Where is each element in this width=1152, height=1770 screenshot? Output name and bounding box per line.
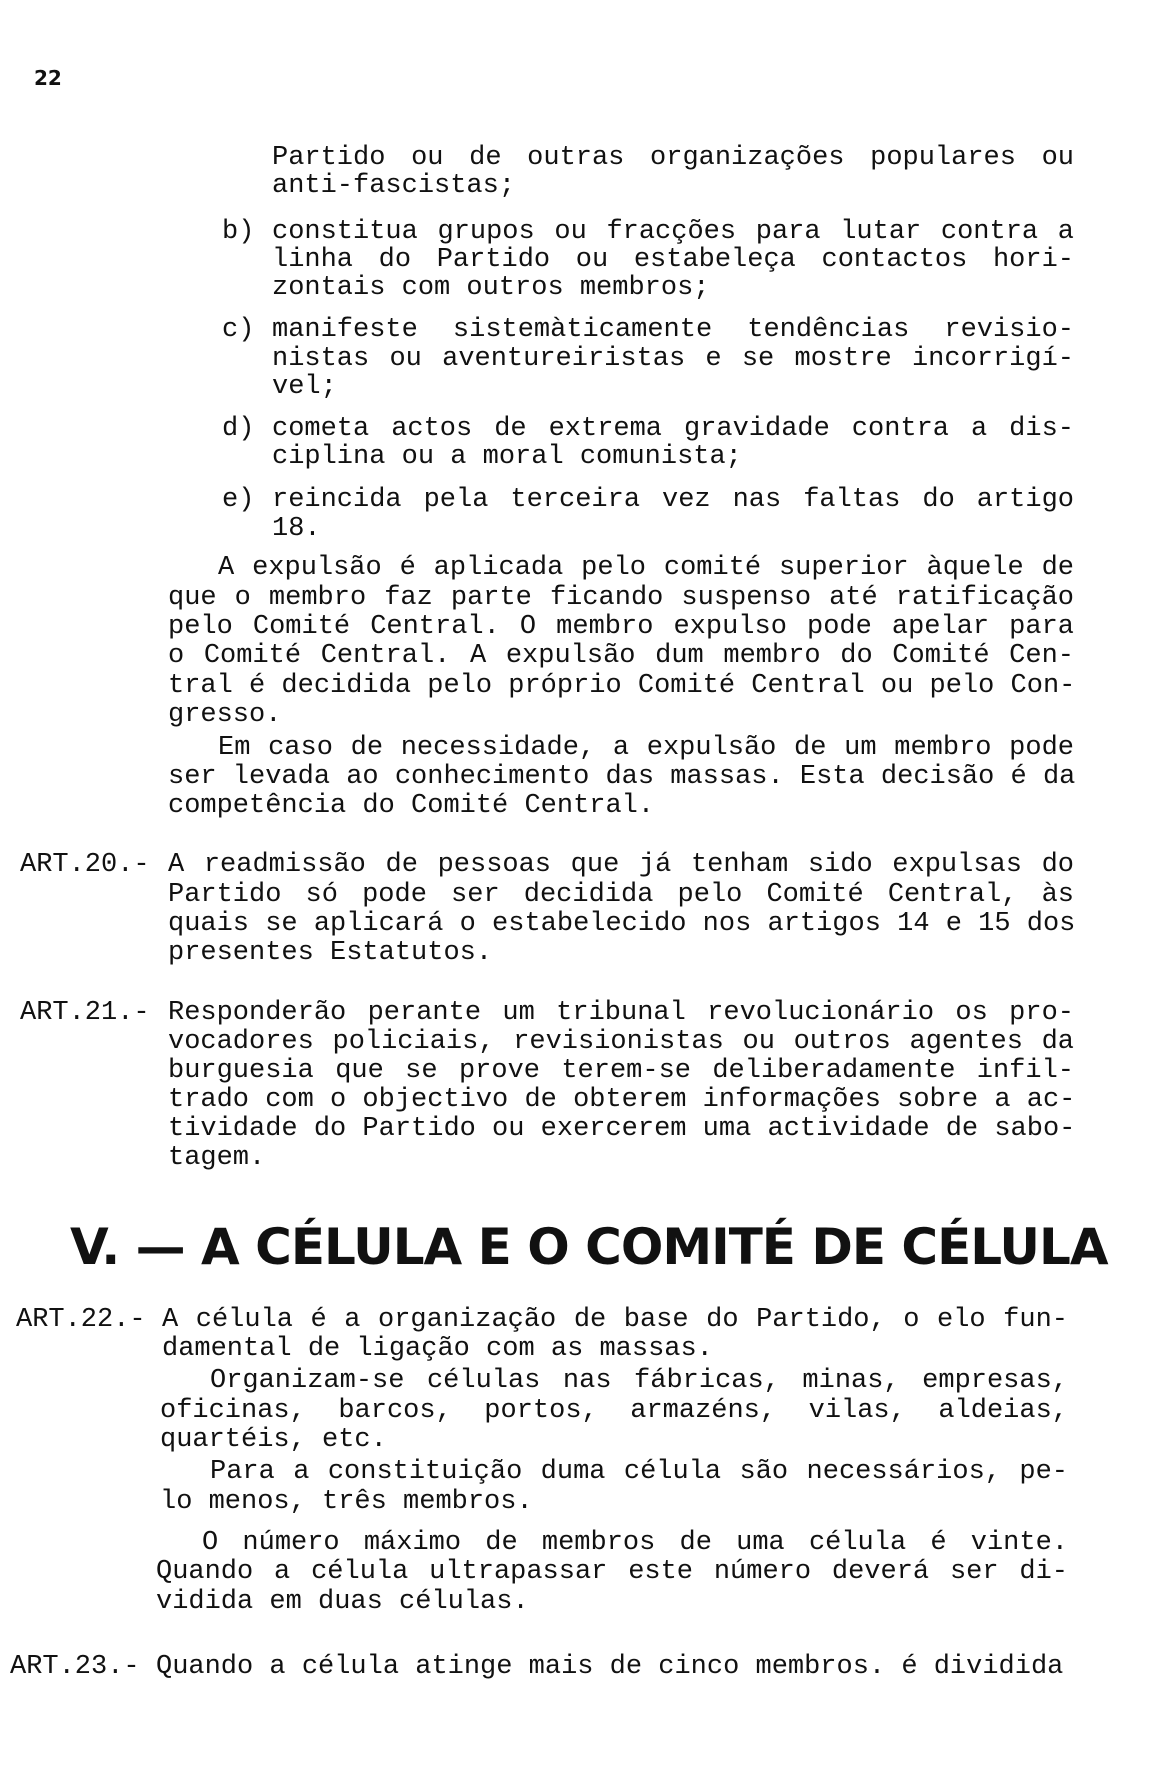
page-number: 22	[34, 66, 62, 90]
text-line: nistas ou aventureiristas e se mostre incorrigí-	[272, 344, 1074, 374]
text-line: gresso.	[168, 700, 282, 730]
text-line: ciplina ou a moral comunista;	[272, 442, 742, 472]
text-line: constitua grupos ou fracções para lutar contra a	[272, 217, 1074, 247]
text-line: Em caso de necessidade, a expulsão de um membro pode	[218, 733, 1074, 763]
text-line: A célula é a organização de base do Partido, o elo fun-	[162, 1305, 1068, 1335]
text-line: quartéis, etc.	[160, 1425, 387, 1455]
text-line: o Comité Central. A expulsão dum membro do Comité Cen-	[168, 641, 1074, 671]
list-item-letter: d)	[222, 414, 255, 444]
text-line: tagem.	[168, 1143, 266, 1173]
text-line: ser levada ao conhecimento das massas. Esta decisão é da	[168, 762, 1076, 792]
text-line: reincida pela terceira vez nas faltas do artigo	[272, 485, 1074, 515]
text-line: lo menos, três membros.	[160, 1487, 533, 1517]
text-line: damental de ligação com as massas.	[162, 1334, 713, 1364]
article-label: ART.20.-	[20, 850, 150, 880]
text-line: Para a constituição duma célula são necessários, pe-	[210, 1457, 1068, 1487]
text-line: A readmissão de pessoas que já tenham sido expulsas do	[168, 850, 1074, 880]
text-line: Partido só pode ser decidida pelo Comité Central, às	[168, 880, 1074, 910]
text-line: zontais com outros membros;	[272, 273, 710, 303]
article-label: ART.21.-	[20, 998, 150, 1028]
text-line: vel;	[272, 372, 337, 402]
text-line: Quando a célula ultrapassar este número deverá ser di-	[156, 1557, 1068, 1587]
text-line: Organizam-se células nas fábricas, minas, empresas,	[210, 1366, 1068, 1396]
list-item-letter: c)	[222, 315, 255, 345]
text-line: burguesia que se prove terem-se deliberadamente infil-	[168, 1056, 1074, 1086]
text-line: pelo Comité Central. O membro expulso pode apelar para	[168, 612, 1074, 642]
text-line: vidida em duas células.	[156, 1587, 529, 1617]
article-label: ART.23.-	[10, 1652, 140, 1682]
text-line: oficinas, barcos, portos, armazéns, vilas, aldeias,	[160, 1396, 1068, 1426]
text-line: presentes Estatutos.	[168, 938, 493, 968]
text-line: cometa actos de extrema gravidade contra a dis-	[272, 414, 1074, 444]
text-line: Responderão perante um tribunal revolucionário os pro-	[168, 998, 1074, 1028]
text-line: quais se aplicará o estabelecido nos artigos 14 e 15 dos	[168, 909, 1076, 939]
text-line: tral é decidida pelo próprio Comité Central ou pelo Con-	[168, 671, 1076, 701]
text-line: trado com o objectivo de obterem informações sobre a ac-	[168, 1085, 1076, 1115]
text-line: Partido ou de outras organizações populares ou	[272, 143, 1074, 173]
text-line: manifeste sistemàticamente tendências revisio-	[272, 315, 1074, 345]
text-line: que o membro faz parte ficando suspenso até ratificação	[168, 583, 1074, 613]
text-line: competência do Comité Central.	[168, 791, 655, 821]
text-line: linha do Partido ou estabeleça contactos hori-	[272, 245, 1074, 275]
list-item-letter: b)	[222, 217, 255, 247]
article-label: ART.22.-	[16, 1305, 146, 1335]
text-line: tividade do Partido ou exercerem uma actividade de sabo-	[168, 1114, 1076, 1144]
list-item-letter: e)	[222, 485, 255, 515]
text-line: O número máximo de membros de uma célula é vinte.	[202, 1528, 1068, 1558]
text-line: 18.	[272, 514, 321, 544]
section-heading: V. — A CÉLULA E O COMITÉ DE CÉLULA	[70, 1218, 1108, 1276]
text-line: anti-fascistas;	[272, 171, 516, 201]
text-line: Quando a célula atinge mais de cinco membros. é dividida	[156, 1652, 1064, 1682]
text-line: vocadores policiais, revisionistas ou outros agentes da	[168, 1027, 1074, 1057]
text-line: A expulsão é aplicada pelo comité superior àquele de	[218, 553, 1074, 583]
